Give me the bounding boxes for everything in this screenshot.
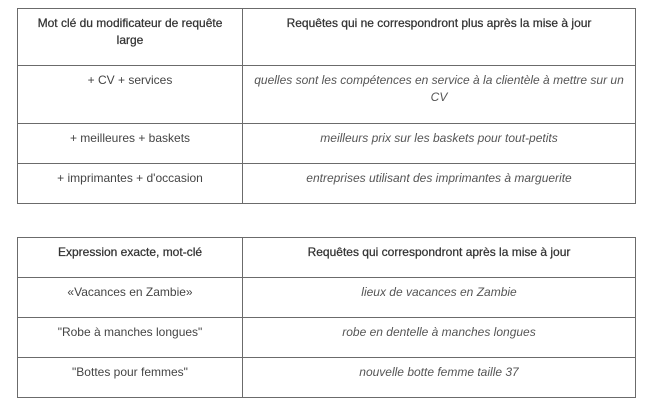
keyword-cell: + meilleures + baskets: [18, 124, 243, 164]
keyword-cell: + imprimantes + d'occasion: [18, 164, 243, 204]
query-cell: entreprises utilisant des imprimantes à marguerite: [243, 164, 636, 204]
table-row: [18, 124, 636, 164]
table-header-row: [18, 238, 636, 278]
keyword-cell: «Vacances en Zambie»: [18, 278, 243, 318]
exact-match-table: [17, 237, 636, 398]
keyword-cell: + CV + services: [18, 66, 243, 124]
table-row: [18, 358, 636, 398]
table-row: [18, 66, 636, 124]
column-header-queries: Requêtes qui ne correspondront plus après la mise à jour: [243, 9, 636, 66]
query-cell: nouvelle botte femme taille 37: [243, 358, 636, 398]
column-header-queries: Requêtes qui correspondront après la mise à jour: [243, 238, 636, 278]
keyword-cell: "Bottes pour femmes": [18, 358, 243, 398]
query-cell: meilleurs prix sur les baskets pour tout-petits: [243, 124, 636, 164]
column-header-keyword: Expression exacte, mot-clé: [18, 238, 243, 278]
table-row: [18, 318, 636, 358]
query-cell: quelles sont les compétences en service à la clientèle à mettre sur un CV: [243, 66, 636, 124]
broad-match-modifier-table: [17, 8, 636, 204]
table-header-row: [18, 9, 636, 66]
query-cell: robe en dentelle à manches longues: [243, 318, 636, 358]
query-cell: lieux de vacances en Zambie: [243, 278, 636, 318]
column-header-keyword: Mot clé du modificateur de requête large: [18, 9, 243, 66]
keyword-cell: "Robe à manches longues": [18, 318, 243, 358]
table-row: [18, 278, 636, 318]
table-row: [18, 164, 636, 204]
